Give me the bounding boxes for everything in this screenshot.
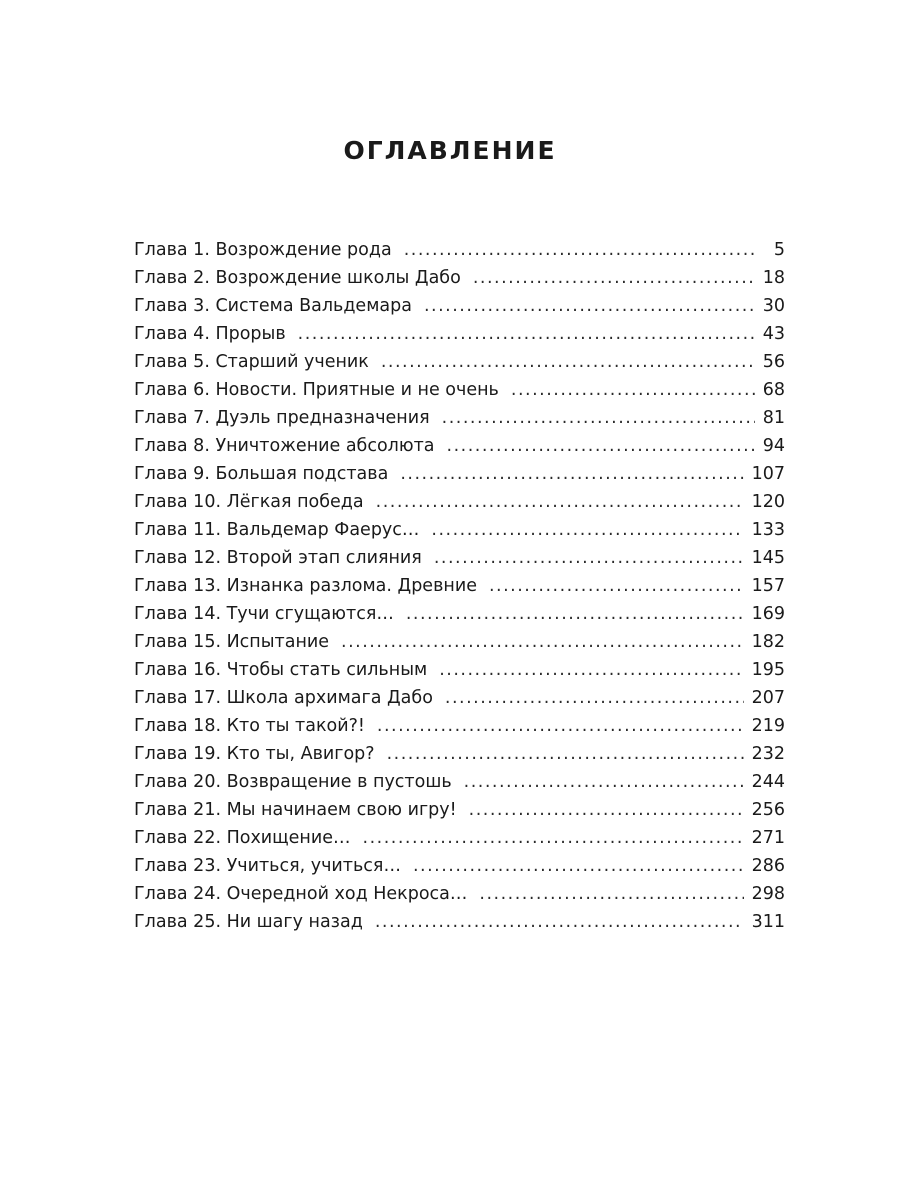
toc-entry-title: Глава 14. Тучи сгущаются… (134, 604, 394, 624)
dot-leader (341, 628, 744, 656)
toc-entry-title: Глава 10. Лёгкая победа (134, 492, 364, 512)
toc-page-number: 219 (751, 716, 785, 736)
dot-leader (381, 348, 755, 376)
toc-page-number: 311 (751, 912, 785, 932)
toc-page-number: 18 (762, 268, 785, 288)
toc-page-number: 120 (751, 492, 785, 512)
toc-page-number: 133 (751, 520, 785, 540)
toc-entry-title: Глава 2. Возрождение школы Дабо (134, 268, 461, 288)
toc-entry (134, 376, 785, 404)
toc-entry (134, 348, 785, 376)
toc-entry (134, 544, 785, 572)
toc-entry-title: Глава 11. Вальдемар Фаерус… (134, 520, 420, 540)
toc-entry (134, 656, 785, 684)
toc-entry (134, 712, 785, 740)
toc-entry-title: Глава 9. Большая подстава (134, 464, 389, 484)
dot-leader (424, 292, 755, 320)
toc-entry-title: Глава 15. Испытание (134, 632, 330, 652)
table-of-contents (134, 236, 785, 936)
toc-page-number: 244 (751, 772, 785, 792)
toc-entry-title: Глава 25. Ни шагу назад (134, 912, 363, 932)
dot-leader (404, 236, 757, 264)
dot-leader (400, 460, 743, 488)
toc-page-number: 195 (751, 660, 785, 680)
toc-page-number: 145 (751, 548, 785, 568)
toc-entry (134, 264, 785, 292)
toc-entry-title: Глава 20. Возвращение в пустошь (134, 772, 452, 792)
dot-leader (469, 796, 744, 824)
dot-leader (479, 880, 743, 908)
toc-entry (134, 236, 785, 264)
dot-leader (445, 684, 744, 712)
toc-entry (134, 460, 785, 488)
toc-page-number: 56 (762, 352, 785, 372)
toc-page-number: 81 (762, 408, 785, 428)
dot-leader (406, 600, 744, 628)
dot-leader (473, 264, 755, 292)
toc-entry-title: Глава 12. Второй этап слияния (134, 548, 422, 568)
toc-page-number: 5 (773, 240, 785, 260)
toc-entry (134, 908, 785, 936)
toc-entry-title: Глава 6. Новости. Приятные и не очень (134, 380, 499, 400)
dot-leader (511, 376, 755, 404)
toc-entry (134, 600, 785, 628)
toc-page-number: 232 (751, 744, 785, 764)
toc-page-number: 207 (751, 688, 785, 708)
toc-entry-title: Глава 16. Чтобы стать сильным (134, 660, 428, 680)
toc-entry (134, 880, 785, 908)
toc-page-number: 256 (751, 800, 785, 820)
toc-entry-title: Глава 21. Мы начинаем свою игру! (134, 800, 457, 820)
toc-entry-title: Глава 8. Уничтожение абсолюта (134, 436, 435, 456)
toc-page-number: 157 (751, 576, 785, 596)
toc-entry-title: Глава 5. Старший ученик (134, 352, 369, 372)
toc-page-number: 286 (751, 856, 785, 876)
toc-entry (134, 824, 785, 852)
toc-page-number: 271 (751, 828, 785, 848)
toc-page-number: 169 (751, 604, 785, 624)
dot-leader (376, 488, 744, 516)
toc-entry-title: Глава 22. Похищение… (134, 828, 351, 848)
toc-page-number: 107 (751, 464, 785, 484)
toc-entry-title: Глава 23. Учиться, учиться… (134, 856, 401, 876)
toc-entry (134, 516, 785, 544)
toc-entry (134, 404, 785, 432)
toc-entry-title: Глава 4. Прорыв (134, 324, 286, 344)
toc-page-number: 43 (762, 324, 785, 344)
toc-entry-title: Глава 3. Система Вальдемара (134, 296, 412, 316)
toc-entry-title: Глава 19. Кто ты, Авигор? (134, 744, 375, 764)
dot-leader (431, 516, 743, 544)
toc-entry (134, 292, 785, 320)
toc-entry (134, 684, 785, 712)
dot-leader (377, 712, 744, 740)
toc-entry (134, 768, 785, 796)
toc-page-number: 182 (751, 632, 785, 652)
dot-leader (464, 768, 744, 796)
dot-leader (413, 852, 744, 880)
toc-page-number: 68 (762, 380, 785, 400)
dot-leader (375, 908, 744, 936)
toc-entry (134, 572, 785, 600)
dot-leader (447, 432, 755, 460)
dot-leader (439, 656, 743, 684)
toc-page-number: 298 (751, 884, 785, 904)
toc-entry (134, 432, 785, 460)
dot-leader (434, 544, 744, 572)
toc-entry-title: Глава 7. Дуэль предназначения (134, 408, 430, 428)
toc-entry (134, 628, 785, 656)
toc-entry (134, 852, 785, 880)
toc-entry-title: Глава 17. Школа архимага Дабо (134, 688, 433, 708)
toc-page-number: 30 (762, 296, 785, 316)
toc-entry-title: Глава 18. Кто ты такой?! (134, 716, 365, 736)
dot-leader (298, 320, 755, 348)
dot-leader (363, 824, 744, 852)
toc-entry (134, 320, 785, 348)
dot-leader (489, 572, 744, 600)
toc-page-number: 94 (762, 436, 785, 456)
toc-entry-title: Глава 13. Изнанка разлома. Древние (134, 576, 477, 596)
toc-entry (134, 796, 785, 824)
dot-leader (442, 404, 755, 432)
toc-entry (134, 740, 785, 768)
toc-entry-title: Глава 1. Возрождение рода (134, 240, 392, 260)
page-title: ОГЛАВЛЕНИЕ (343, 136, 557, 165)
toc-entry (134, 488, 785, 516)
toc-entry-title: Глава 24. Очередной ход Некроса… (134, 884, 468, 904)
dot-leader (387, 740, 744, 768)
